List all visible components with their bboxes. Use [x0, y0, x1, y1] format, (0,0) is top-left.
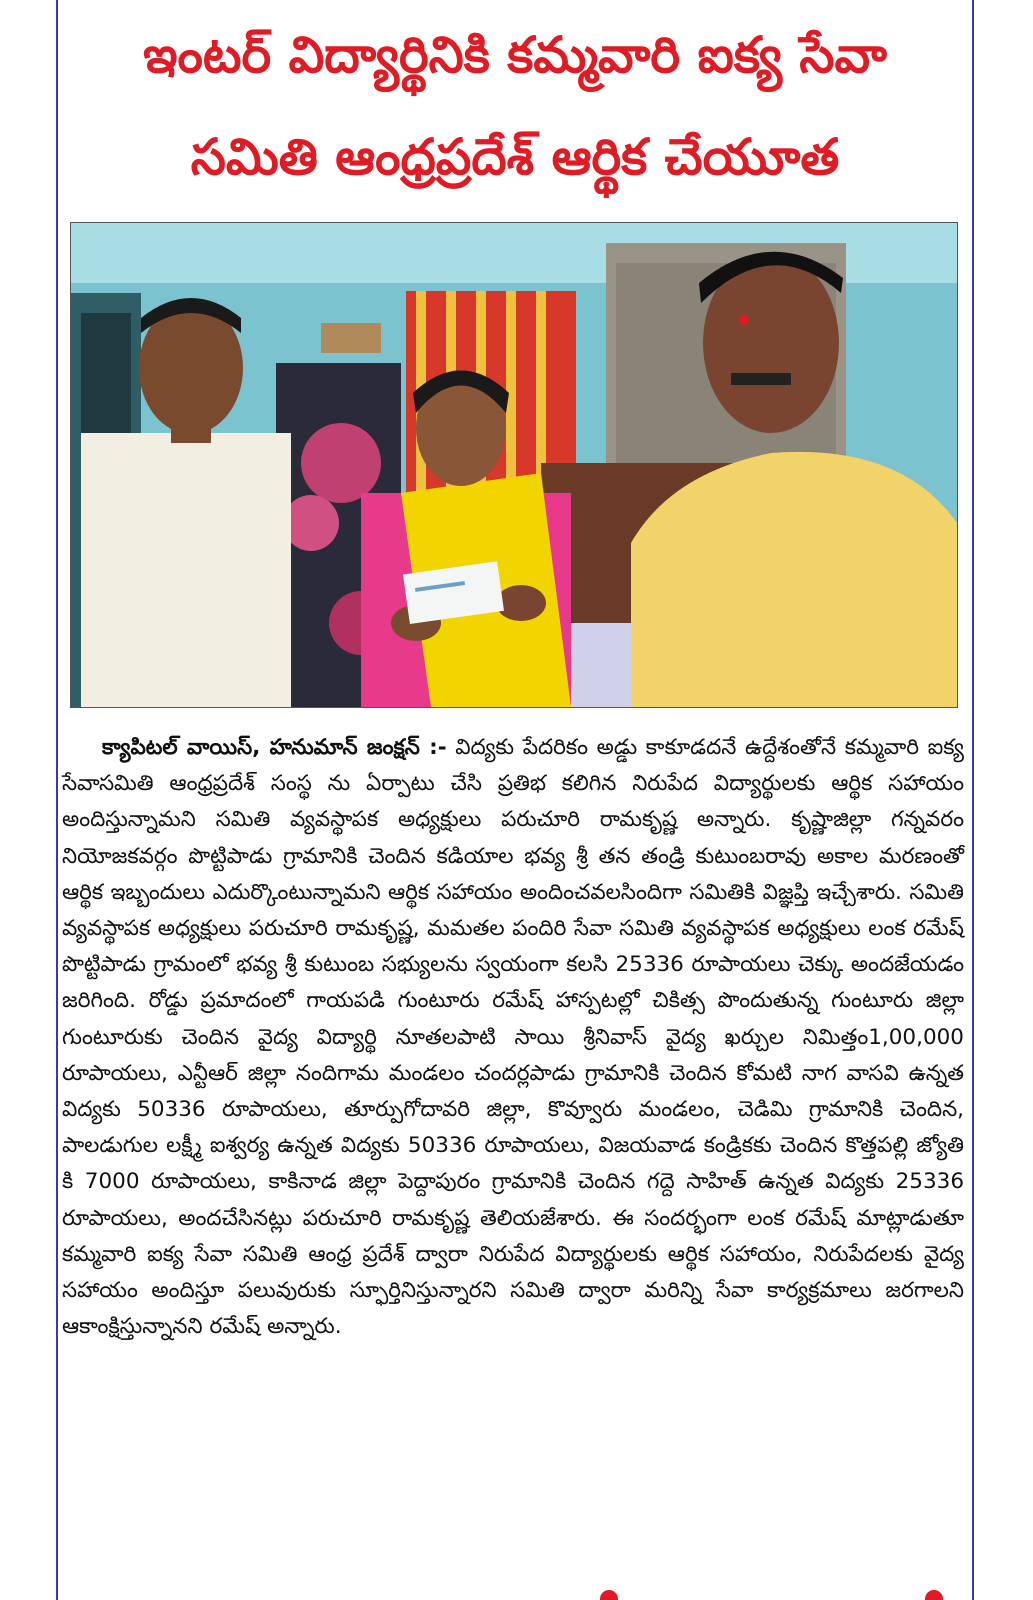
article-body [62, 730, 964, 1345]
news-photo-illustration [71, 223, 957, 707]
news-photo [70, 222, 958, 708]
article-text: విద్యకు పేదరికం అడ్డు కాకూడదనే ఉద్దేశంతోనే కమ్మవారి ఐక్య సేవాసమితి ఆంధ్రప్రదేశ్ సంస్థ ను ఏర్పాటు చేసి ప్రతిభ కలిగిన నిరుపేద విద్యార్థులకు ఆర్థిక సహాయం అందిస్తున్నామని సమితి వ్యవస్థాపక అధ్యక్షులు పరుచూరి రామకృష్ణ అన్నారు. కృష్ణాజిల్లా గన్నవరం నియోజకవర్గం పొట్టిపాడు గ్రామానికి చెందిన కడియాల భవ్య శ్రీ తన తండ్రి కుటుంబరావు అకాల మరణంతో ఆర్థిక ఇబ్బందులు ఎదుర్కొంటున్నామని ఆర్థిక సహాయం అందించవలసిందిగా సమితికి విజ్ఞప్తి ఇచ్చేశారు. సమితి వ్యవస్థాపక అధ్యక్షులు పరుచూరి రామకృష్ణ, మమతల పందిరి సేవా సమితి వ్యవస్థాపక అధ్యక్షులు లంక రమేష్ పొట్టిపాడు గ్రామంలో భవ్య శ్రీ కుటుంబ సభ్యులను స్వయంగా కలసి 25336 రూపాయలు చెక్కు అందజేయడం జరిగింది. రోడ్డు ప్రమాదంలో గాయపడి గుంటూరు రమేష్ హాస్పటల్లో చికిత్స పొందుతున్న గుంటూరు జిల్లా గుంటూరుకు చెందిన వైద్య విద్యార్థి నూతలపాటి సాయి శ్రీనివాస్ వైద్య ఖర్చుల నిమిత్తం1,00,000 రూపాయలు, ఎన్టీఆర్ జిల్లా నందిగామ మండలం చందర్లపాడు గ్రామానికి చెందిన కోమటి నాగ వాసవి ఉన్నత విద్యకు 50336 రూపాయలు, తూర్పుగోదావరి జిల్లా, కొవ్వూరు మండలం, చెడిమి గ్రామానికి చెందిన, పాలడుగుల లక్ష్మీ ఐశ్వర్య ఉన్నత విద్యకు 50336 రూపాయలు, విజయవాడ కండ్రికకు చెందిన కొత్తపల్లి జ్యోతి కి 7000 రూపాయలు, కాకినాడ జిల్లా పెద్దాపురం గ్రామానికి చెందిన గద్దె సాహిత్ ఉన్నత విద్యకు 25336 రూపాయలు, అందచేసినట్లు పరుచూరి రామకృష్ణ తెలియజేశారు. ఈ సందర్భంగా లంక రమేష్ మాట్లాడుతూ కమ్మవారి ఐక్య సేవా సమితి ఆంధ్ర ప్రదేశ్ ద్వారా నిరుపేద విద్యార్థులకు ఆర్థిక సహాయం, నిరుపేదలకు వైద్య సహాయం అందిస్తూ పలువురుకు స్ఫూర్తినిస్తున్నారని సమితి ద్వారా మరిన్ని సేవా కార్యక్రమాలు జరగాలని ఆకాంక్షిస్తున్నానని రమేష్ అన్నారు. [62, 735, 964, 1340]
headline-line-1: ఇంటర్ విద్యార్థినికి కమ్మవారి ఐక్య సేవా [143, 26, 887, 84]
headline-line-2: సమితి ఆంధ్రప్రదేశ్ ఆర్థిక చేయూత [190, 128, 840, 186]
article-dateline: క్యాపిటల్ వాయిస్, హనుమాన్ జంక్షన్ :- [102, 735, 447, 760]
